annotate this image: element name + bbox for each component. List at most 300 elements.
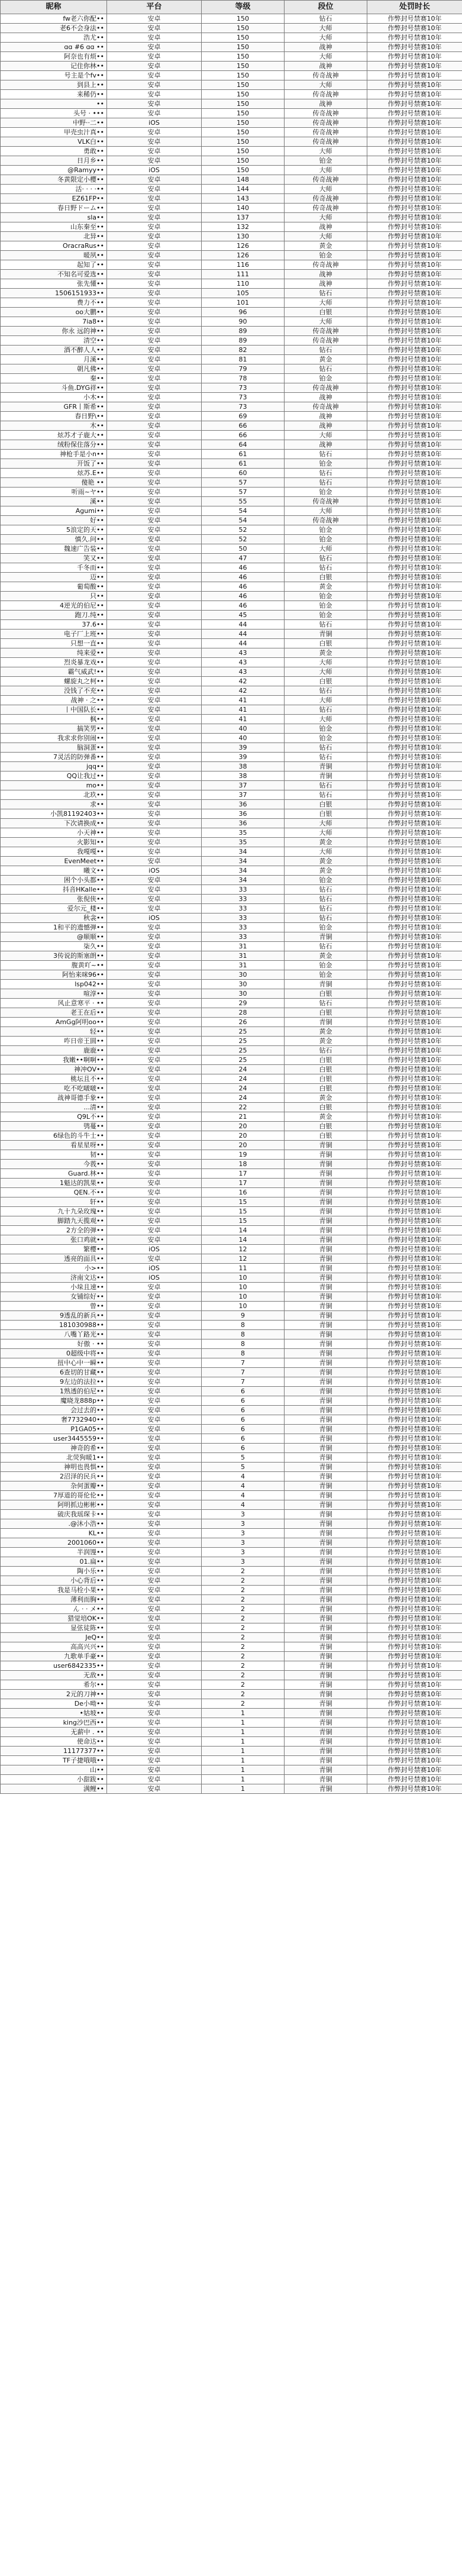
- cell-rank: 青铜: [285, 1605, 367, 1614]
- cell-penalty: 作弊封号禁赛10年: [367, 99, 462, 109]
- cell-rank: 青铜: [285, 1690, 367, 1699]
- cell-rank: 青铜: [285, 1784, 367, 1794]
- cell-platform: 安卓: [107, 1037, 202, 1046]
- cell-nickname: 笑又••: [1, 554, 107, 563]
- cell-rank: 钻石: [285, 705, 367, 715]
- cell-rank: 大师: [285, 317, 367, 327]
- cell-level: 61: [202, 459, 285, 469]
- cell-nickname: 37.6••: [1, 620, 107, 630]
- cell-rank: 青铜: [285, 1283, 367, 1292]
- cell-level: 150: [202, 166, 285, 175]
- cell-level: 34: [202, 847, 285, 857]
- cell-nickname: 酒不醉人人••: [1, 346, 107, 355]
- cell-platform: 安卓: [107, 1141, 202, 1150]
- cell-platform: 安卓: [107, 402, 202, 412]
- cell-platform: 安卓: [107, 1557, 202, 1567]
- table-row: [1, 1330, 462, 1339]
- table-row: [1, 1661, 462, 1671]
- cell-rank: 黄金: [285, 582, 367, 592]
- table-row: [1, 440, 462, 450]
- cell-level: 78: [202, 374, 285, 383]
- cell-rank: 白银: [285, 1074, 367, 1084]
- table-row: [1, 1093, 462, 1103]
- cell-nickname: 11177377••: [1, 1747, 107, 1756]
- cell-nickname: ɑɑ #6 ɑɑ ••: [1, 43, 107, 52]
- cell-level: 73: [202, 402, 285, 412]
- cell-platform: 安卓: [107, 232, 202, 241]
- cell-platform: 安卓: [107, 1046, 202, 1055]
- cell-platform: 安卓: [107, 1150, 202, 1160]
- cell-nickname: 7ia8••: [1, 317, 107, 327]
- cell-platform: 安卓: [107, 14, 202, 24]
- cell-rank: 钻石: [285, 14, 367, 24]
- cell-level: 40: [202, 734, 285, 743]
- table-row: [1, 980, 462, 989]
- cell-platform: 安卓: [107, 1027, 202, 1037]
- cell-penalty: 作弊封号禁赛10年: [367, 866, 462, 876]
- table-row: [1, 213, 462, 222]
- cell-nickname: 透亮的面具••: [1, 1254, 107, 1264]
- cell-level: 150: [202, 71, 285, 80]
- cell-penalty: 作弊封号禁赛10年: [367, 1008, 462, 1018]
- cell-platform: 安卓: [107, 781, 202, 790]
- cell-penalty: 作弊封号禁赛10年: [367, 1576, 462, 1586]
- cell-rank: 青铜: [285, 1226, 367, 1235]
- cell-platform: 安卓: [107, 1406, 202, 1415]
- table-row: [1, 1264, 462, 1273]
- cell-platform: 安卓: [107, 1074, 202, 1084]
- cell-penalty: 作弊封号禁赛10年: [367, 1633, 462, 1642]
- table-row: [1, 932, 462, 942]
- cell-level: 45: [202, 611, 285, 620]
- cell-nickname: 山东秦至••: [1, 222, 107, 232]
- cell-level: 17: [202, 1179, 285, 1188]
- table-row: [1, 1718, 462, 1728]
- cell-rank: 黄金: [285, 1037, 367, 1046]
- cell-rank: 青铜: [285, 1557, 367, 1567]
- cell-platform: 安卓: [107, 1747, 202, 1756]
- cell-penalty: 作弊封号禁赛10年: [367, 734, 462, 743]
- cell-level: 25: [202, 1046, 285, 1055]
- cell-penalty: 作弊封号禁赛10年: [367, 270, 462, 279]
- cell-rank: 传奇战神: [285, 175, 367, 185]
- cell-rank: 铂金: [285, 535, 367, 544]
- cell-penalty: 作弊封号禁赛10年: [367, 1150, 462, 1160]
- cell-penalty: 作弊封号禁赛10年: [367, 1207, 462, 1216]
- cell-level: 105: [202, 289, 285, 298]
- cell-platform: 安卓: [107, 753, 202, 762]
- cell-level: 150: [202, 156, 285, 166]
- table-row: [1, 431, 462, 440]
- table-row: [1, 790, 462, 800]
- cell-penalty: 作弊封号禁赛10年: [367, 1027, 462, 1037]
- table-row: [1, 1027, 462, 1037]
- cell-level: 150: [202, 99, 285, 109]
- cell-nickname: 张口鸡就••: [1, 1235, 107, 1245]
- table-row: [1, 99, 462, 109]
- cell-nickname: EvenMeet••: [1, 857, 107, 866]
- table-row: [1, 1652, 462, 1661]
- cell-platform: 安卓: [107, 1160, 202, 1169]
- cell-penalty: 作弊封号禁赛10年: [367, 639, 462, 648]
- cell-level: 64: [202, 440, 285, 450]
- cell-level: 2: [202, 1586, 285, 1595]
- cell-penalty: 作弊封号禁赛10年: [367, 1765, 462, 1775]
- cell-platform: 安卓: [107, 1055, 202, 1065]
- cell-platform: iOS: [107, 1264, 202, 1273]
- cell-level: 33: [202, 904, 285, 913]
- table-row: [1, 1406, 462, 1415]
- cell-platform: 安卓: [107, 601, 202, 611]
- cell-level: 24: [202, 1084, 285, 1093]
- cell-penalty: 作弊封号禁赛10年: [367, 1226, 462, 1235]
- cell-rank: 青铜: [285, 1576, 367, 1586]
- cell-nickname: OracraRus••: [1, 241, 107, 251]
- cell-platform: 安卓: [107, 1728, 202, 1737]
- cell-level: 38: [202, 762, 285, 771]
- table-row: [1, 279, 462, 289]
- cell-platform: 安卓: [107, 251, 202, 260]
- cell-platform: 安卓: [107, 980, 202, 989]
- cell-nickname: 吃不吃啵啵••: [1, 1084, 107, 1093]
- table-row: [1, 1046, 462, 1055]
- table-row: [1, 1500, 462, 1510]
- cell-platform: 安卓: [107, 809, 202, 819]
- cell-nickname: 杂何蛋瓣••: [1, 1481, 107, 1491]
- cell-penalty: 作弊封号禁赛10年: [367, 298, 462, 308]
- cell-rank: 青铜: [285, 1434, 367, 1444]
- table-row: [1, 1614, 462, 1623]
- cell-platform: 安卓: [107, 525, 202, 535]
- cell-nickname: 猎觉培OK••: [1, 1614, 107, 1623]
- cell-rank: 青铜: [285, 1396, 367, 1406]
- cell-penalty: 作弊封号禁赛10年: [367, 346, 462, 355]
- cell-rank: 大师: [285, 544, 367, 554]
- cell-penalty: 作弊封号禁赛10年: [367, 488, 462, 497]
- cell-platform: 安卓: [107, 298, 202, 308]
- cell-platform: 安卓: [107, 1283, 202, 1292]
- cell-level: 18: [202, 1160, 285, 1169]
- cell-penalty: 作弊封号禁赛10年: [367, 1453, 462, 1463]
- cell-level: 44: [202, 639, 285, 648]
- table-row: [1, 1302, 462, 1311]
- table-row: [1, 1292, 462, 1302]
- cell-rank: 青铜: [285, 1368, 367, 1377]
- table-row: [1, 1339, 462, 1349]
- cell-nickname: 溪••: [1, 497, 107, 506]
- cell-penalty: 作弊封号禁赛10年: [367, 1548, 462, 1557]
- cell-rank: 战神: [285, 270, 367, 279]
- cell-platform: 安卓: [107, 1529, 202, 1538]
- cell-platform: 安卓: [107, 1614, 202, 1623]
- cell-rank: 白银: [285, 800, 367, 809]
- cell-nickname: JeQ••: [1, 1633, 107, 1642]
- cell-rank: 黄金: [285, 1027, 367, 1037]
- cell-nickname: 我嫩••啊啊••: [1, 1055, 107, 1065]
- cell-penalty: 作弊封号禁赛10年: [367, 1690, 462, 1699]
- table-row: [1, 970, 462, 980]
- cell-rank: 传奇战神: [285, 118, 367, 128]
- cell-rank: 青铜: [285, 1661, 367, 1671]
- cell-nickname: 腹黄吖~••: [1, 961, 107, 970]
- cell-rank: 大师: [285, 52, 367, 62]
- cell-level: 4: [202, 1481, 285, 1491]
- cell-rank: 大师: [285, 185, 367, 194]
- cell-nickname: 小凯81192403••: [1, 809, 107, 819]
- table-row: [1, 1756, 462, 1765]
- cell-level: 130: [202, 232, 285, 241]
- cell-platform: 安卓: [107, 1084, 202, 1093]
- cell-level: 7: [202, 1368, 285, 1377]
- cell-platform: 安卓: [107, 450, 202, 459]
- cell-level: 14: [202, 1226, 285, 1235]
- cell-rank: 黄金: [285, 951, 367, 961]
- cell-penalty: 作弊封号禁赛10年: [367, 1481, 462, 1491]
- cell-nickname: 好傲 · ••: [1, 1339, 107, 1349]
- cell-level: 110: [202, 279, 285, 289]
- cell-rank: 大师: [285, 147, 367, 156]
- cell-penalty: 作弊封号禁赛10年: [367, 421, 462, 431]
- cell-rank: 青铜: [285, 1216, 367, 1226]
- cell-nickname: 只••: [1, 592, 107, 601]
- cell-nickname: 螺旋丸之柯••: [1, 677, 107, 686]
- cell-level: 41: [202, 715, 285, 724]
- table-row: [1, 696, 462, 705]
- cell-nickname: 会过去的••: [1, 1406, 107, 1415]
- cell-rank: 铂金: [285, 923, 367, 932]
- cell-nickname: 傻艳 ••: [1, 478, 107, 488]
- table-row: [1, 1425, 462, 1434]
- table-row: [1, 1699, 462, 1709]
- cell-platform: 安卓: [107, 1292, 202, 1302]
- cell-rank: 传奇战神: [285, 71, 367, 80]
- cell-rank: 青铜: [285, 1311, 367, 1321]
- cell-nickname: 9左边的法拉••: [1, 1377, 107, 1387]
- cell-penalty: 作弊封号禁赛10年: [367, 1519, 462, 1529]
- cell-rank: 白银: [285, 1131, 367, 1141]
- cell-level: 9: [202, 1311, 285, 1321]
- cell-penalty: 作弊封号禁赛10年: [367, 1756, 462, 1765]
- cell-level: 8: [202, 1349, 285, 1358]
- cell-level: 36: [202, 809, 285, 819]
- cell-nickname: 轩••: [1, 1197, 107, 1207]
- table-row: [1, 374, 462, 383]
- cell-rank: 战神: [285, 421, 367, 431]
- cell-platform: 安卓: [107, 260, 202, 270]
- cell-rank: 白银: [285, 639, 367, 648]
- cell-nickname: 希尔••: [1, 1680, 107, 1690]
- cell-penalty: 作弊封号禁赛10年: [367, 147, 462, 156]
- cell-platform: 安卓: [107, 1510, 202, 1519]
- table-row: [1, 1557, 462, 1567]
- table-row: [1, 857, 462, 866]
- cell-penalty: 作弊封号禁赛10年: [367, 942, 462, 951]
- cell-nickname: 听雨~ヤ••: [1, 488, 107, 497]
- cell-nickname: P1GA05••: [1, 1425, 107, 1434]
- table-row: [1, 327, 462, 336]
- cell-nickname: 迈••: [1, 573, 107, 582]
- cell-nickname: 费力不••: [1, 298, 107, 308]
- table-row: [1, 80, 462, 90]
- cell-penalty: 作弊封号禁赛10年: [367, 1084, 462, 1093]
- cell-rank: 青铜: [285, 1709, 367, 1718]
- cell-nickname: 2元的刀神••: [1, 1690, 107, 1699]
- cell-nickname: 号主是个fv••: [1, 71, 107, 80]
- cell-penalty: 作弊封号禁赛10年: [367, 1415, 462, 1425]
- cell-penalty: 作弊封号禁赛10年: [367, 469, 462, 478]
- cell-nickname: sla••: [1, 213, 107, 222]
- cell-level: 40: [202, 724, 285, 734]
- cell-penalty: 作弊封号禁赛10年: [367, 980, 462, 989]
- cell-platform: 安卓: [107, 1756, 202, 1765]
- cell-platform: 安卓: [107, 355, 202, 364]
- table-row: [1, 147, 462, 156]
- cell-level: 2: [202, 1623, 285, 1633]
- cell-platform: 安卓: [107, 1453, 202, 1463]
- cell-rank: 大师: [285, 298, 367, 308]
- cell-platform: 安卓: [107, 1784, 202, 1794]
- cell-platform: 安卓: [107, 800, 202, 809]
- cell-platform: 安卓: [107, 147, 202, 156]
- cell-nickname: 清空••: [1, 336, 107, 346]
- cell-nickname: 鸮蔓••: [1, 1122, 107, 1131]
- cell-platform: iOS: [107, 913, 202, 923]
- table-row: [1, 1737, 462, 1747]
- cell-nickname: 桃坛且不••: [1, 1074, 107, 1084]
- cell-nickname: 抖音HKalle••: [1, 885, 107, 895]
- cell-level: 37: [202, 790, 285, 800]
- cell-penalty: 作弊封号禁赛10年: [367, 506, 462, 516]
- cell-nickname: 今莪••: [1, 1160, 107, 1169]
- cell-penalty: 作弊封号禁赛10年: [367, 1141, 462, 1150]
- header-platform: 平台: [107, 1, 202, 14]
- cell-level: 37: [202, 781, 285, 790]
- table-row: [1, 1037, 462, 1046]
- cell-platform: 安卓: [107, 1254, 202, 1264]
- table-row: [1, 1207, 462, 1216]
- cell-penalty: 作弊封号禁赛10年: [367, 175, 462, 185]
- cell-platform: 安卓: [107, 819, 202, 828]
- cell-platform: 安卓: [107, 364, 202, 374]
- cell-rank: 青铜: [285, 771, 367, 781]
- cell-penalty: 作弊封号禁赛10年: [367, 412, 462, 421]
- cell-level: 46: [202, 592, 285, 601]
- cell-rank: 青铜: [285, 1141, 367, 1150]
- cell-rank: 钻石: [285, 620, 367, 630]
- cell-nickname: 记住你林••: [1, 62, 107, 71]
- cell-penalty: 作弊封号禁赛10年: [367, 52, 462, 62]
- table-row: [1, 563, 462, 573]
- cell-penalty: 作弊封号禁赛10年: [367, 1699, 462, 1709]
- cell-penalty: 作弊封号禁赛10年: [367, 1567, 462, 1576]
- table-row: [1, 1321, 462, 1330]
- table-row: [1, 913, 462, 923]
- cell-nickname: 战神 · 之••: [1, 696, 107, 705]
- cell-level: 3: [202, 1529, 285, 1538]
- cell-penalty: 作弊封号禁赛10年: [367, 1197, 462, 1207]
- cell-level: 1: [202, 1747, 285, 1756]
- cell-nickname: GFR丨斯希••: [1, 402, 107, 412]
- table-row: [1, 771, 462, 781]
- cell-platform: 安卓: [107, 1302, 202, 1311]
- table-row: [1, 525, 462, 535]
- cell-penalty: 作弊封号禁赛10年: [367, 1055, 462, 1065]
- cell-level: 20: [202, 1122, 285, 1131]
- cell-penalty: 作弊封号禁赛10年: [367, 1065, 462, 1074]
- cell-rank: 青铜: [285, 1425, 367, 1434]
- cell-rank: 白银: [285, 1008, 367, 1018]
- cell-penalty: 作弊封号禁赛10年: [367, 762, 462, 771]
- cell-nickname: 山••: [1, 1765, 107, 1775]
- cell-level: 33: [202, 932, 285, 942]
- cell-rank: 铂金: [285, 374, 367, 383]
- cell-rank: 传奇战神: [285, 194, 367, 204]
- cell-level: 1: [202, 1718, 285, 1728]
- cell-platform: 安卓: [107, 43, 202, 52]
- cell-penalty: 作弊封号禁赛10年: [367, 1330, 462, 1339]
- cell-penalty: 作弊封号禁赛10年: [367, 630, 462, 639]
- cell-penalty: 作弊封号禁赛10年: [367, 601, 462, 611]
- cell-penalty: 作弊封号禁赛10年: [367, 1680, 462, 1690]
- cell-platform: 安卓: [107, 592, 202, 601]
- cell-platform: 安卓: [107, 1122, 202, 1131]
- cell-nickname: mo••: [1, 781, 107, 790]
- cell-level: 148: [202, 175, 285, 185]
- cell-rank: 铂金: [285, 961, 367, 970]
- cell-nickname: 显弦徒陈••: [1, 1623, 107, 1633]
- cell-platform: 安卓: [107, 715, 202, 724]
- cell-rank: 青铜: [285, 1500, 367, 1510]
- cell-penalty: 作弊封号禁赛10年: [367, 204, 462, 213]
- cell-rank: 大师: [285, 24, 367, 33]
- cell-nickname: 魔晓龙888p••: [1, 1396, 107, 1406]
- cell-level: 150: [202, 137, 285, 147]
- table-row: [1, 989, 462, 999]
- cell-rank: 黄金: [285, 1093, 367, 1103]
- cell-rank: 大师: [285, 667, 367, 677]
- cell-penalty: 作弊封号禁赛10年: [367, 1103, 462, 1112]
- cell-platform: 安卓: [107, 762, 202, 771]
- cell-rank: 青铜: [285, 1481, 367, 1491]
- cell-penalty: 作弊封号禁赛10年: [367, 1784, 462, 1794]
- cell-level: 2: [202, 1690, 285, 1699]
- table-row: [1, 1642, 462, 1652]
- cell-penalty: 作弊封号禁赛10年: [367, 24, 462, 33]
- cell-penalty: 作弊封号禁赛10年: [367, 895, 462, 904]
- cell-nickname: 朝凡佛••: [1, 364, 107, 374]
- cell-platform: 安卓: [107, 1538, 202, 1548]
- cell-level: 30: [202, 980, 285, 989]
- cell-penalty: 作弊封号禁赛10年: [367, 1557, 462, 1567]
- cell-nickname: 不知名可爱选••: [1, 270, 107, 279]
- cell-nickname: 开饭了••: [1, 459, 107, 469]
- table-row: [1, 535, 462, 544]
- cell-penalty: 作弊封号禁赛10年: [367, 932, 462, 942]
- cell-penalty: 作弊封号禁赛10年: [367, 137, 462, 147]
- cell-level: 66: [202, 431, 285, 440]
- table-row: [1, 1434, 462, 1444]
- cell-penalty: 作弊封号禁赛10年: [367, 648, 462, 658]
- cell-level: 60: [202, 469, 285, 478]
- cell-nickname: 张先懂••: [1, 279, 107, 289]
- cell-nickname: 181030988••: [1, 1321, 107, 1330]
- cell-level: 33: [202, 913, 285, 923]
- cell-nickname: 扭中心中一瞬••: [1, 1358, 107, 1368]
- table-row: [1, 582, 462, 592]
- cell-rank: 青铜: [285, 1349, 367, 1358]
- cell-platform: 安卓: [107, 563, 202, 573]
- cell-level: 89: [202, 327, 285, 336]
